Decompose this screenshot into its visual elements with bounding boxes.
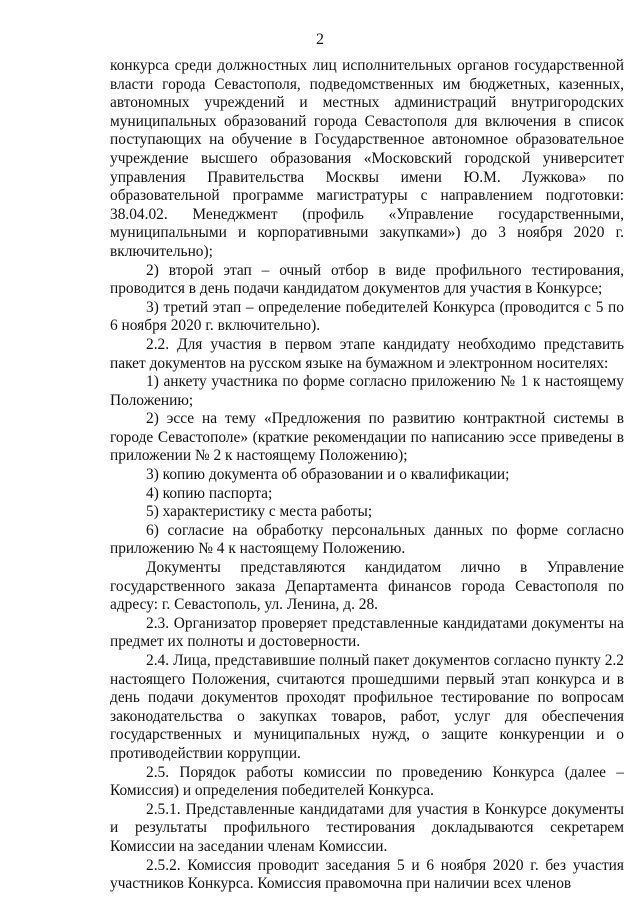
paragraph-2-5-1: 2.5.1. Представленные кандидатами для участия в Конкурсе документы и результаты профильного тестирования докладываются секретарем Комиссии на заседании членам Комиссии. [110,800,624,855]
paragraph-2-3: 2.3. Организатор проверяет представленные кандидатами документы на предмет их полноты и достоверности. [110,614,624,651]
paragraph-2-5-2: 2.5.2. Комиссия проводит заседания 5 и 6 ноября 2020 г. без участия участников Конкурса. Комиссия правомочна при наличии всех членов [110,856,624,893]
list-item-1: 1) анкету участника по форме согласно приложению № 1 к настоящему Положению; [110,373,624,409]
paragraph-continuation: конкурса среди должностных лиц исполнительных органов государственной власти города Севастополя, подведомственных им бюджетных, казенных, автономных учреждений и местных администраций внутригородских муниципальных образований города Севастополя для включения в список поступающих на обучение в Государственное автономное образовательное учреждение высшего образования «Московский городской университет управления Правительства Москвы имени Ю.М. Лужкова» по образовательной программе магистратуры с направлением подготовки: 38.04.02. Менеджмент (профиль «Управление государственными, муниципальными и корпоративными закупками») до 3 ноября 2020 г. включительно); [110,57,624,260]
paragraph-2-4: 2.4. Лица, представившие полный пакет документов согласно пункту 2.2 настоящего Положения, считаются прошедшими первый этап конкурса и в день подачи документов проходят профильное тестирование по вопросам законодательства о закупках товаров, работ, услуг для обеспечения государственных и муниципальных нужд, о защите конкуренции и о противодействии коррупции. [110,652,624,762]
list-item-5: 5) характеристику с места работы; [146,503,373,521]
list-item-3: 3) копию документа об образовании и о квалификации; [146,466,510,484]
list-item-6: 6) согласие на обработку персональных данных по форме согласно приложению № 4 к настоящему Положению. [110,521,624,558]
paragraph-2-5: 2.5. Порядок работы комиссии по проведению Конкурса (далее – Комиссия) и определения победителей Конкурса. [110,763,624,800]
paragraph-documents-submission: Документы представляются кандидатом лично в Управление государственного заказа Департамента финансов города Севастополя по адресу: г. Севастополь, ул. Ленина, д. 28. [110,559,624,614]
paragraph-2-2: 2.2. Для участия в первом этапе кандидату необходимо представить пакет документов на русском языке на бумажном и электронном носителях: [110,335,624,372]
paragraph-stage-3: 3) третий этап – определение победителей Конкурса (проводится с 5 по 6 ноября 2020 г. включительно). [110,298,624,335]
list-item-2: 2) эссе на тему «Предложения по развитию контрактной системы в городе Севастополе» (краткие рекомендации по написанию эссе приведены в приложении № 2 к настоящему Положению); [110,410,624,465]
document-body [110,57,624,894]
list-item-4: 4) копию паспорта; [146,484,273,502]
page-number: 2 [316,31,324,48]
paragraph-stage-2: 2) второй этап – очный отбор в виде профильного тестирования, проводится в день подачи кандидатом документов для участия в Конкурсе; [110,261,624,298]
